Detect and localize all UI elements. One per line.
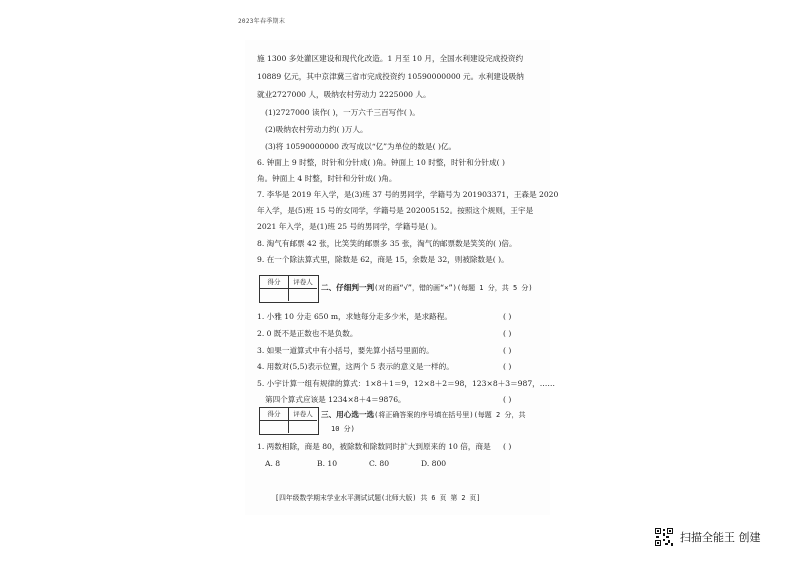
answer-paren-4[interactable]: ( ): [503, 362, 512, 371]
subquestion-3: (3)将 10590000000 改写成以“亿”为单位的数是( )亿。: [265, 142, 457, 151]
grader-label: 评卷人: [289, 276, 317, 289]
passage-line-1: 施 1300 多处灌区建设和现代化改造。1 月至 10 月，全国水利建设完成投资约: [257, 54, 524, 63]
judge-item-1: 1. 小雅 10 分走 650 m，求她每分走多少米，是求路程。: [257, 312, 452, 321]
section-3-heading: [321, 410, 525, 420]
choice-answer-paren[interactable]: ( ): [503, 442, 512, 451]
passage-line-3: 就业2727000 人，吸纳农村劳动力 2225000 人。: [257, 90, 431, 99]
answer-paren-2[interactable]: ( ): [503, 329, 512, 338]
section-3-note: (将正确答案的序号填在括号里)(每题 2 分，共: [374, 411, 526, 419]
option-b[interactable]: B. 10: [317, 459, 338, 468]
question-9: 9. 在一个除法算式里，除数是 62，商是 15，余数是 32，则被除数是( )。: [257, 255, 509, 264]
question-7-line-3: 2021 年入学，是(1)班 25 号的男同学，学籍号是( )。: [257, 222, 442, 231]
subquestion-2: (2)吸纳农村劳动力约( )万人。: [265, 125, 368, 134]
score-table-2: [259, 275, 319, 303]
question-6-line-2: 角。钟面上 4 时整，时针和分针成( )角。: [257, 174, 397, 183]
answer-paren-5[interactable]: ( ): [503, 395, 512, 404]
choice-question-1: 1. 两数相除，商是 80，被除数和除数同时扩大到原来的 10 倍，商是: [257, 442, 491, 451]
score-cell: [260, 289, 289, 301]
score-label: 得分: [260, 276, 289, 289]
section-2-note: (对的画“√”，错的画“×”)(每题 1 分，共 5 分): [374, 284, 533, 292]
judge-item-4: 4. 用数对(5,5)表示位置，这两个 5 表示的意义是一样的。: [257, 362, 454, 371]
answer-paren-1[interactable]: ( ): [503, 312, 512, 321]
judge-item-5: 5. 小宇计算一组有规律的算式：1×8＋1＝9，12×8＋2＝98，123×8＋3＝987，……: [257, 379, 555, 388]
scanner-watermark: 扫描全能王 创建: [680, 531, 761, 544]
section-3-title: 三、用心选一选: [321, 410, 375, 419]
option-a[interactable]: A. 8: [265, 459, 281, 468]
question-8: 8. 淘气有邮票 42 张，比笑笑的邮票多 35 张，淘气的邮票数是笑笑的( )倍。: [257, 239, 517, 248]
section-2-heading: [321, 283, 533, 293]
score-table-3: [259, 407, 319, 435]
question-7-line-2: 年入学，是(5)班 15 号的女同学，学籍号是 202005152。按照这个规则，王宇是: [257, 206, 534, 215]
passage-line-2: 10889 亿元，其中京津冀三省市完成投资约 10590000000 元。水利建设吸纳: [257, 72, 524, 81]
section-3-note-cont: 10 分): [331, 425, 355, 433]
grader-cell: [289, 289, 317, 301]
judge-item-3: 3. 如果一道算式中有小括号，要先算小括号里面的。: [257, 346, 434, 355]
choice-options: [265, 459, 473, 469]
judge-item-2: 2. 0 既不是正数也不是负数。: [257, 329, 358, 338]
exam-page: [245, 40, 559, 515]
section-2-title: 二、仔细判一判: [321, 283, 375, 292]
qr-code-icon: [654, 527, 674, 547]
grader-label: 评卷人: [289, 408, 317, 421]
subquestion-1: (1)2727000 读作( )，一万六千三百写作( )。: [265, 108, 420, 117]
option-c[interactable]: C. 80: [369, 459, 390, 468]
grader-cell: [289, 421, 317, 433]
question-7-line-1: 7. 李华是 2019 年入学，是(3)班 37 号的男同学，学籍号为 201903371，王森是 2020: [257, 190, 559, 199]
page-footer: [四年级数学期末学业水平测试试题(北师大版) 共 6 页 第 2 页]: [275, 494, 481, 502]
option-d[interactable]: D. 800: [421, 459, 447, 468]
question-6-line-1: 6. 钟面上 9 时整，时针和分针成( )角。钟面上 10 时整，时针和分针成( ): [257, 158, 505, 167]
judge-item-5-cont: 第四个算式应该是 1234×8＋4＝9876。: [265, 395, 406, 404]
top-stamp-text: 2023年春季期末: [238, 18, 286, 25]
answer-paren-3[interactable]: ( ): [503, 346, 512, 355]
score-cell: [260, 421, 289, 433]
score-label: 得分: [260, 408, 289, 421]
